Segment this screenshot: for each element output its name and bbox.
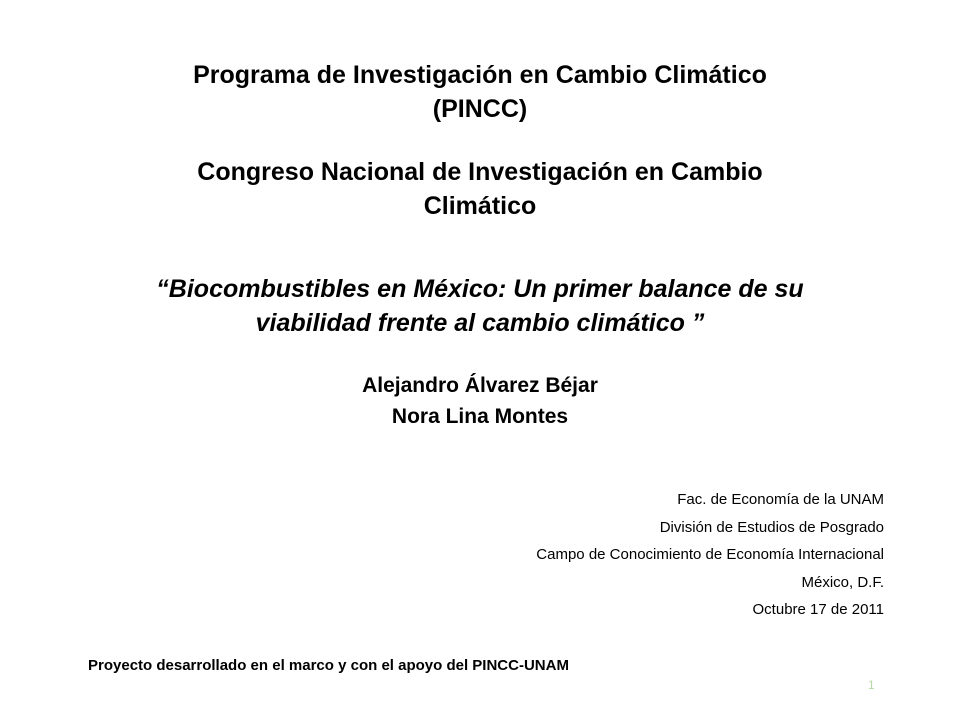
program-title [60, 58, 900, 126]
talk-title-line-2: viabilidad frente al cambio climático ” [255, 309, 705, 337]
author-name: Alejandro Álvarez Béjar [362, 374, 598, 397]
affiliation-location: México, D.F. [801, 573, 884, 591]
talk-title [60, 272, 900, 340]
author-name: Nora Lina Montes [391, 405, 569, 428]
affiliation-date: Octubre 17 de 2011 [752, 601, 884, 618]
authors [60, 370, 900, 432]
program-title-line-2: (PINCC) [432, 95, 528, 123]
slide-number: 1 [868, 678, 875, 692]
program-title-line-1: Programa de Investigación en Cambio Climático [193, 61, 767, 89]
congress-title-line-2: Climático [423, 192, 537, 220]
affiliation-field: Campo de Conocimiento de Economía Internacional [536, 546, 884, 563]
affiliation-division: División de Estudios de Posgrado [659, 518, 884, 536]
congress-title [60, 155, 900, 223]
talk-title-line-1: “Biocombustibles en México: Un primer balance de su [156, 275, 804, 303]
congress-title-line-1: Congreso Nacional de Investigación en Cambio [197, 158, 763, 186]
affiliation-faculty: Fac. de Economía de la UNAM [677, 491, 884, 508]
footer-note: Proyecto desarrollado en el marco y con el apoyo del PINCC-UNAM [88, 657, 569, 674]
affiliation-block [364, 486, 884, 624]
